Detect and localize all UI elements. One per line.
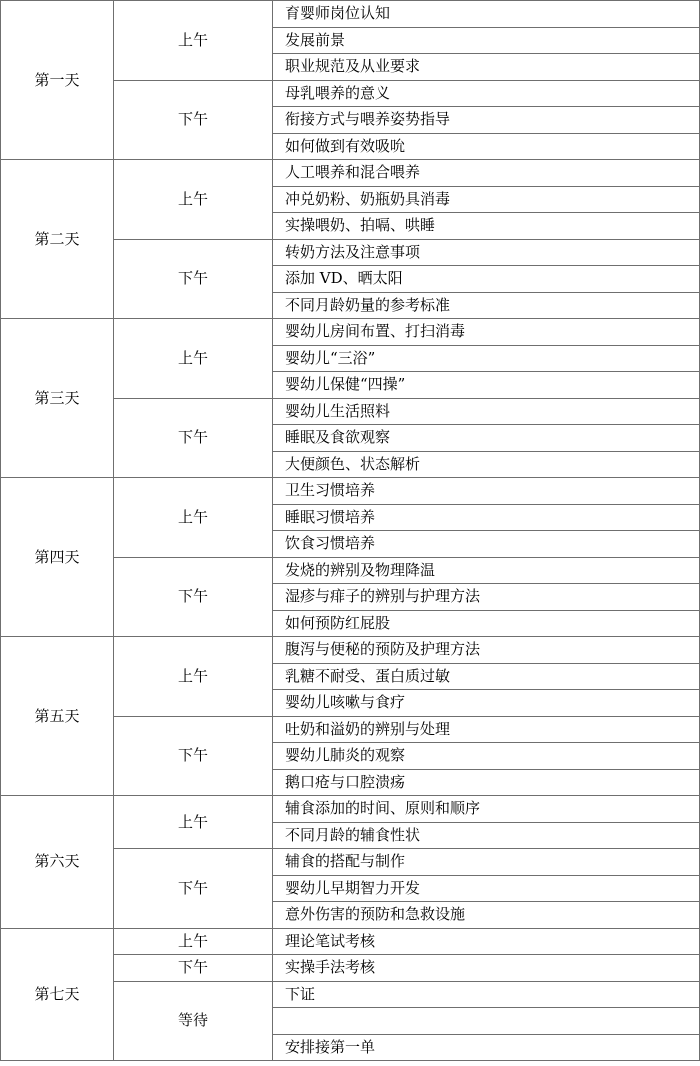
day-label: 第四天 [1,478,114,637]
session-label: 下午 [114,849,273,929]
session-label: 上午 [114,319,273,399]
session-label: 下午 [114,557,273,637]
session-label: 上午 [114,928,273,955]
session-label: 下午 [114,716,273,796]
topic-cell: 辅食的搭配与制作 [273,849,700,876]
topic-cell: 婴幼儿肺炎的观察 [273,743,700,770]
topic-cell [273,1008,700,1035]
table-row [1,637,700,664]
topic-cell: 育婴师岗位认知 [273,1,700,28]
table-row [1,478,700,505]
session-label: 上午 [114,160,273,240]
topic-cell: 婴幼儿生活照料 [273,398,700,425]
topic-cell: 安排接第一单 [273,1034,700,1061]
session-label: 上午 [114,1,273,81]
session-label: 下午 [114,80,273,160]
topic-cell: 婴幼儿咳嗽与食疗 [273,690,700,717]
day-label: 第五天 [1,637,114,796]
topic-cell: 湿疹与痱子的辨别与护理方法 [273,584,700,611]
topic-cell: 腹泻与便秘的预防及护理方法 [273,637,700,664]
table-row [1,796,700,823]
topic-cell: 人工喂养和混合喂养 [273,160,700,187]
topic-cell: 母乳喂养的意义 [273,80,700,107]
session-label: 上午 [114,478,273,558]
session-label: 上午 [114,796,273,849]
topic-cell: 辅食添加的时间、原则和顺序 [273,796,700,823]
topic-cell: 婴幼儿“三浴” [273,345,700,372]
topic-cell: 发展前景 [273,27,700,54]
session-label: 等待 [114,981,273,1061]
session-label: 下午 [114,955,273,982]
topic-cell: 下证 [273,981,700,1008]
topic-cell: 职业规范及从业要求 [273,54,700,81]
topic-cell: 婴幼儿房间布置、打扫消毒 [273,319,700,346]
table-row [1,928,700,955]
day-label: 第六天 [1,796,114,929]
day-label: 第七天 [1,928,114,1061]
day-label: 第二天 [1,160,114,319]
topic-cell: 如何预防红屁股 [273,610,700,637]
topic-cell: 转奶方法及注意事项 [273,239,700,266]
topic-cell: 添加 VD、晒太阳 [273,266,700,293]
topic-cell: 鹅口疮与口腔溃疡 [273,769,700,796]
table-row [1,160,700,187]
topic-cell: 婴幼儿保健“四操” [273,372,700,399]
topic-cell: 衔接方式与喂养姿势指导 [273,107,700,134]
day-label: 第三天 [1,319,114,478]
topic-cell: 卫生习惯培养 [273,478,700,505]
topic-cell: 乳糖不耐受、蛋白质过敏 [273,663,700,690]
day-label: 第一天 [1,1,114,160]
topic-cell: 理论笔试考核 [273,928,700,955]
table-row [1,1,700,28]
topic-cell: 发烧的辨别及物理降温 [273,557,700,584]
topic-cell: 冲兑奶粉、奶瓶奶具消毒 [273,186,700,213]
topic-cell: 如何做到有效吸吮 [273,133,700,160]
topic-cell: 不同月龄奶量的参考标准 [273,292,700,319]
topic-cell: 吐奶和溢奶的辨别与处理 [273,716,700,743]
table-row [1,319,700,346]
topic-cell: 大便颜色、状态解析 [273,451,700,478]
topic-cell: 不同月龄的辅食性状 [273,822,700,849]
topic-cell: 实操喂奶、拍嗝、哄睡 [273,213,700,240]
session-label: 下午 [114,398,273,478]
topic-cell: 饮食习惯培养 [273,531,700,558]
topic-cell: 睡眠及食欲观察 [273,425,700,452]
session-label: 上午 [114,637,273,717]
topic-cell: 实操手法考核 [273,955,700,982]
topic-cell: 睡眠习惯培养 [273,504,700,531]
schedule-body [1,1,700,1061]
session-label: 下午 [114,239,273,319]
topic-cell: 意外伤害的预防和急救设施 [273,902,700,929]
topic-cell: 婴幼儿早期智力开发 [273,875,700,902]
